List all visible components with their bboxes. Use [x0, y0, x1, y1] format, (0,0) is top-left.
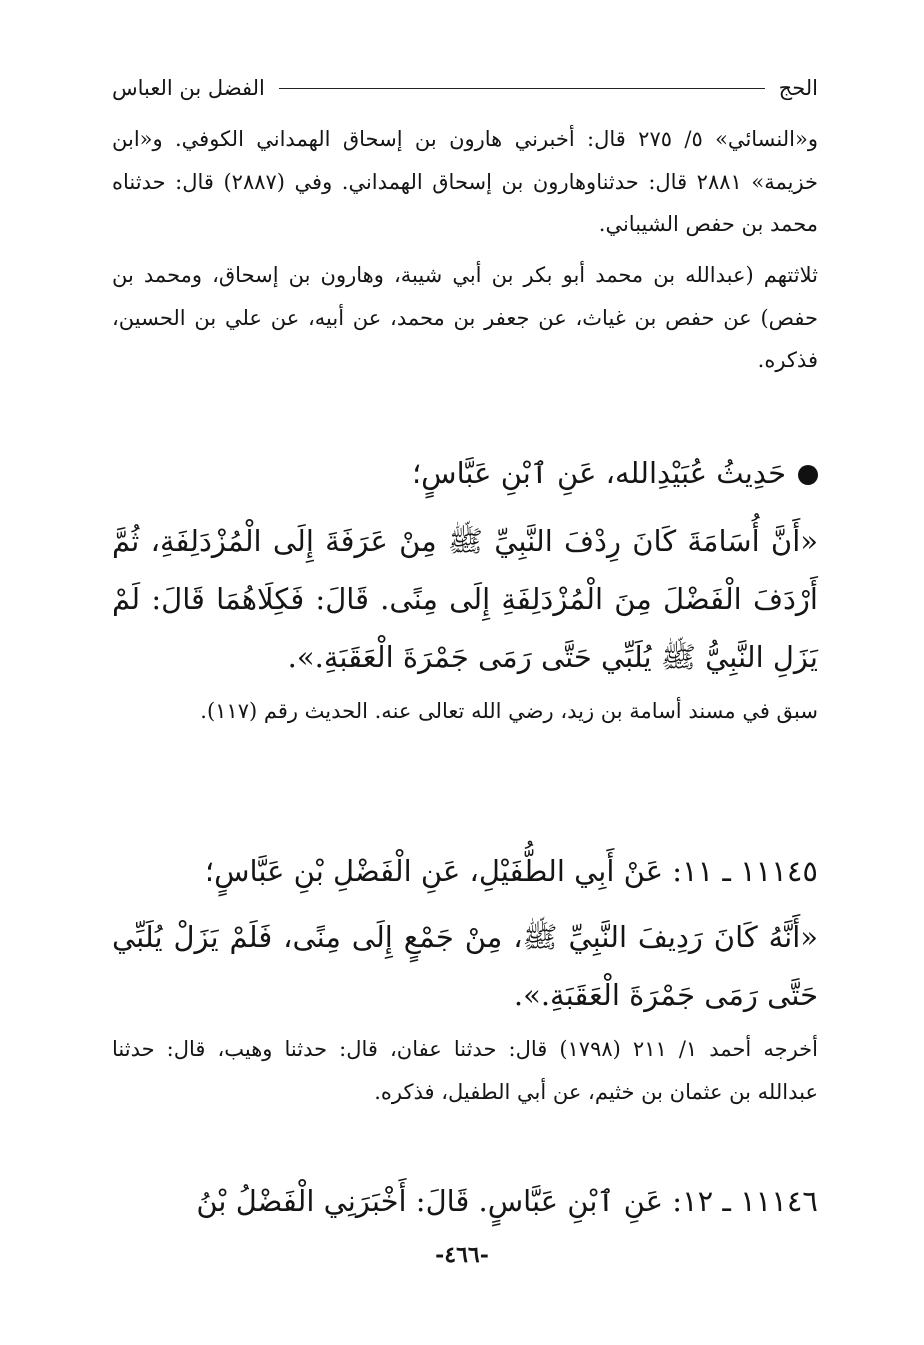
- header-section-title: الفضل بن العباس: [112, 76, 265, 100]
- hadith-text: «أَنَّ أُسَامَةَ كَانَ رِدْفَ النَّبِيِّ ﷺ مِنْ عَرَفَةَ إِلَى الْمُزْدَلِفَةِ، ثُمَّ أَرْدَفَ الْفَضْلَ مِنَ الْمُزْدَلِفَةِ إِلَى مِنًى. قَالَ: فَكِلَاهُمَا قَالَ: لَمْ يَزَلِ النَّبِيُّ ﷺ يُلَبِّي حَتَّى رَمَى جَمْرَةَ الْعَقَبَةِ.».: [112, 524, 818, 674]
- bullet-icon: [798, 465, 818, 485]
- footnote-paragraph: سبق في مسند أسامة بن زيد، رضي الله تعالى عنه. الحديث رقم (١١٧).: [200, 699, 818, 723]
- footnote-paragraph: أخرجه أحمد ١/ ٢١١ (١٧٩٨) قال: حدثنا عفان، قال: حدثنا وهيب، قال: حدثنا عبدالله بن عثمان بن خثيم، عن أبي الطفيل، فذكره.: [112, 1037, 818, 1104]
- page-number: -٤٦٦-: [435, 1242, 489, 1268]
- hadith-heading: [112, 444, 818, 502]
- header-rule: [279, 88, 765, 89]
- hadith-text: «أَنَّهُ كَانَ رَدِيفَ النَّبِيِّ ﷺ، مِنْ جَمْعٍ إِلَى مِنًى، فَلَمْ يَزَلْ يُلَبِّي حَتَّى رَمَى جَمْرَةَ الْعَقَبَةِ.».: [112, 920, 819, 1012]
- footnote-paragraph: ثلاثتهم (عبدالله بن محمد أبو بكر بن أبي شيبة، وهارون بن إسحاق، ومحمد بن حفص) عن حفص بن غياث، عن جعفر بن محمد، عن أبيه، عن علي بن الحسين، فذكره.: [112, 263, 818, 372]
- hadith-heading: ١١١٤٦ ـ ١٢: عَنِ ٱبْنِ عَبَّاسٍ. قَالَ: أَخْبَرَنِي الْفَضْلُ بْنُ: [196, 1184, 818, 1218]
- footnote-paragraph: و«النسائي» ٥/ ٢٧٥ قال: أخبرني هارون بن إسحاق الهمداني الكوفي. و«ابن خزيمة» ٢٨٨١ قال: حدثناوهارون بن إسحاق الهمداني. وفي (٢٨٨٧) قال: حدثناه محمد بن حفص الشيباني.: [112, 127, 819, 236]
- header-chapter-title: الحج: [778, 76, 818, 100]
- hadith-heading: ١١١٤٥ ـ ١١: عَنْ أَبِي الطُّفَيْلِ، عَنِ الْفَضْلِ بْنِ عَبَّاسٍ؛: [204, 854, 818, 888]
- running-header: [112, 70, 818, 106]
- hadith-heading-text: حَدِيثُ عُبَيْدِالله، عَنِ ٱبْنِ عَبَّاسٍ؛: [411, 456, 786, 490]
